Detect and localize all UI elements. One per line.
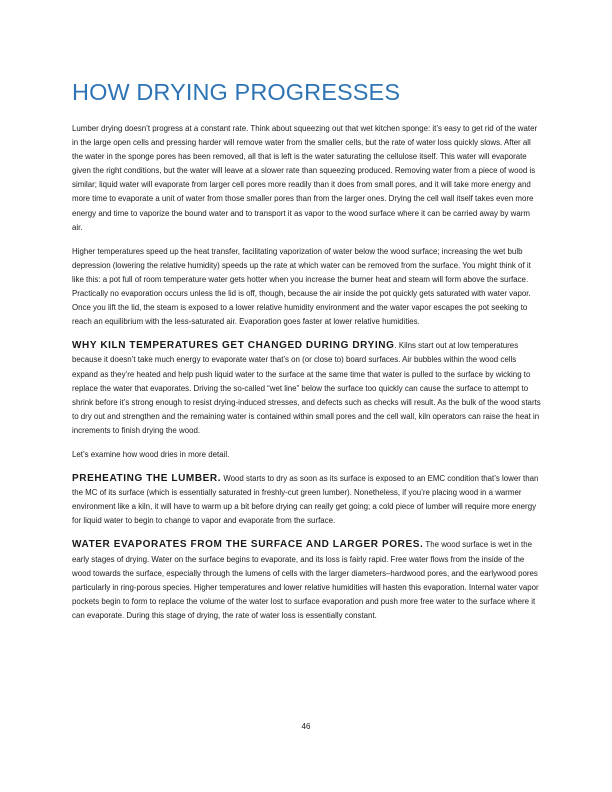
paragraph-evaporation [72, 538, 542, 623]
paragraph-text: . Kilns start out at low temperatures because it doesn’t take much energy to evaporate water that’s on (or close to) board surfaces. Air bubbles within the wood cells expand as they’re heated and help push liquid water to the surface at the same time that water is pulled to the surface by wicking to replace the water that evaporates. Driving the so-called “wet line” below the surface too quickly can cause the surface to attempt to shrink before it’s strong enough to resist drying-induced stresses, and defects such as checks will result. As the bulk of the wood starts to dry out and strengthen and the remaining water is contained within small pores and the cell wall, kiln operators can raise the heat in increments to finish drying the wood. [72, 341, 541, 435]
paragraph-preheating [72, 472, 542, 528]
page-body [72, 72, 542, 633]
section-heading: PREHEATING THE LUMBER. [72, 473, 222, 485]
paragraph-temperature [72, 245, 542, 330]
page-number: 46 [301, 722, 311, 731]
section-heading: WATER EVAPORATES FROM THE SURFACE AND LARGER PORES. [72, 539, 424, 551]
paragraph-kiln-temperatures [72, 339, 542, 438]
paragraph-text: Higher temperatures speed up the heat transfer, facilitating vaporization of water below the wood surface; increasing the wet bulb depression (lowering the relative humidity) speeds up the rate at which water can be removed from the surface. You might think of it like this: a pot full of room temperature water gets hotter when you increase the burner heat and steam will form above the surface. Practically no evaporation occurs unless the lid is off, though, because the air inside the pot quickly gets saturated with water vapor. Once you lift the lid, the steam is exposed to a lower relative humidity environment and the water vapor escapes the pot seeking to reach an equilibrium with the less-saturated air. Evaporation goes faster at lower relative humidities. [72, 246, 531, 327]
paragraph-text: The wood surface is wet in the early stages of drying. Water on the surface begins to evaporate, and its loss is fairly rapid. Free water flows from the inside of the wood towards the surface, especially through the lumens of cells with the larger diameters–hardwood pores, and the earlywood pores particularly in ring-porous species. Higher temperatures and lower relative humidities will hasten this evaporation. Internal water vapor pockets begin to form to replace the volume of the water lost to surface evaporation and push more free water to the surface where it can evaporate. During this stage of drying, the rate of water loss is essentially constant. [72, 540, 539, 620]
page-title: HOW DRYING PROGRESSES [72, 79, 401, 105]
paragraph-text: Lumber drying doesn’t progress at a constant rate. Think about squeezing out that wet kitchen sponge: it’s easy to get rid of the water in the large open cells and pressing harder will remove water from the smaller cells, but the rate of water loss quickly slows. After all the water in the sponge pores has been removed, all that is left is the water saturating the cellulose itself. This water will evaporate given the right conditions, but the water will leave at a slower rate than squeezing produced. Removing water from a piece of wood is similar; liquid water will evaporate from larger cell pores more readily than it does from small pores, and it will take more energy and more time to evaporate a unit of water from those smaller pores than from the larger ones. Drying the cell wall itself takes even more energy and time to vaporize the bound water and to transport it as vapor to the wood surface where it can be carried away by warm air. [72, 124, 538, 232]
paragraph-examine [72, 448, 542, 462]
paragraph-drying-rate [72, 122, 542, 235]
section-heading: WHY KILN TEMPERATURES GET CHANGED DURING DRYING [72, 340, 395, 352]
paragraph-text: Wood starts to dry as soon as its surface is exposed to an EMC condition that’s lower than the MC of its surface (which is essentially saturated in freshly-cut green lumber). Nonetheless, if you’re placing wood in a warmer environment like a kiln, it will have to warm up a bit before drying can really get going; a cold piece of lumber will require more energy for liquid water to begin to change to vapor and evaporate from the surface. [72, 474, 539, 526]
paragraph-text: Let’s examine how wood dries in more detail. [72, 449, 230, 459]
